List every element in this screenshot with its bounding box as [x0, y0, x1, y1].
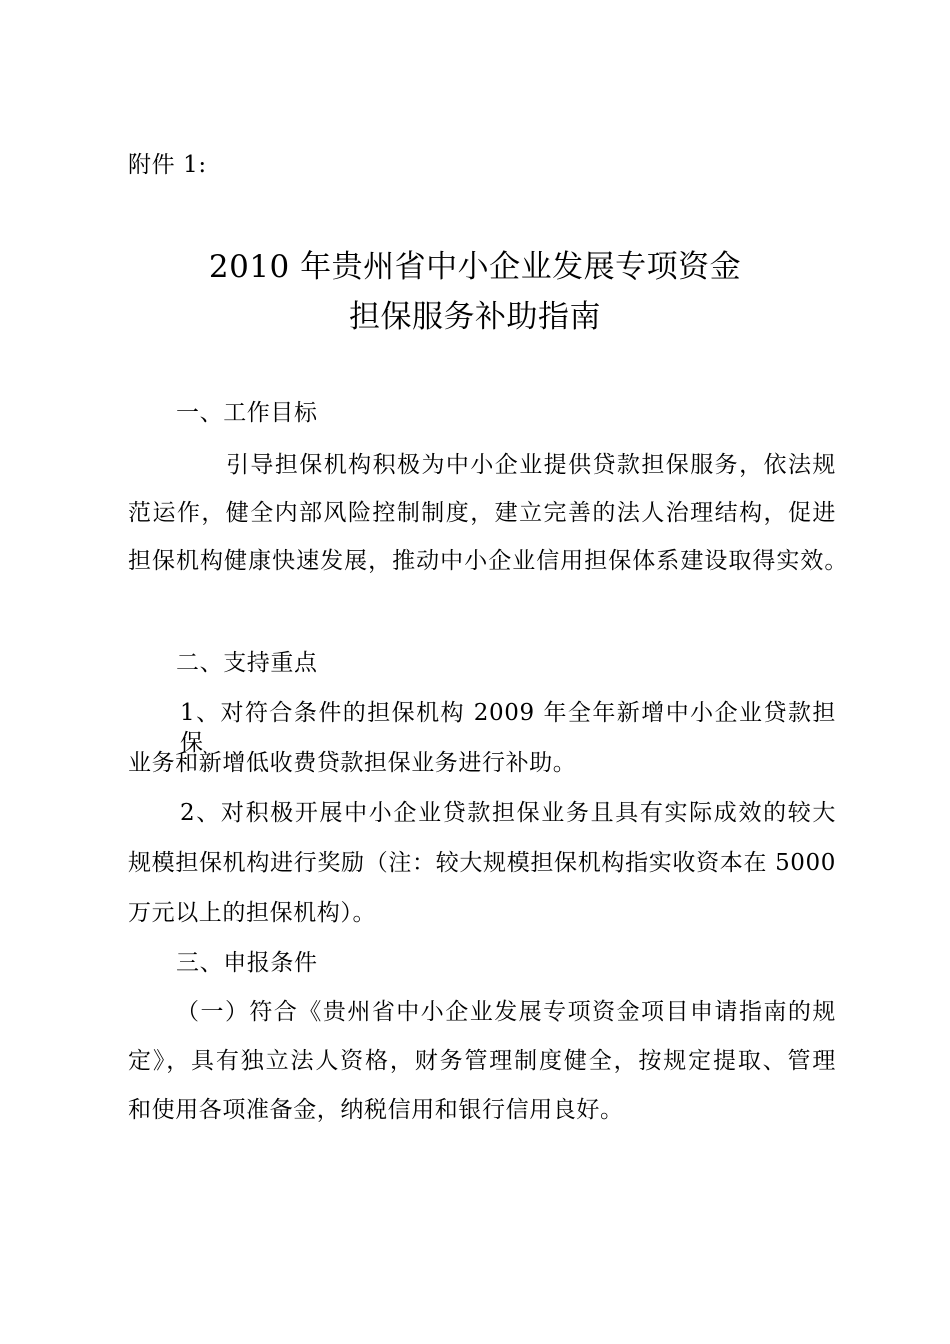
- title-line-1: 2010 年贵州省中小企业发展专项资金: [208, 249, 742, 285]
- section-2-item-1-line-2: 业务和新增低收费贷款担保业务进行补助。: [128, 750, 577, 776]
- section-1-heading: 一、工作目标: [176, 400, 318, 426]
- section-2-item-2-line-1: 2、对积极开展中小企业贷款担保业务且具有实际成效的较大: [180, 800, 836, 826]
- section-2-item-2-line-2: 规模担保机构进行奖励（注：较大规模担保机构指实收资本在 5000: [128, 850, 836, 876]
- section-3-heading: 三、申报条件: [176, 950, 318, 976]
- section-3-item-1-line-2: 定》，具有独立法人资格，财务管理制度健全，按规定提取、管理: [128, 1048, 836, 1074]
- section-1-para-line-2: 范运作，健全内部风险控制制度，建立完善的法人治理结构，促进: [128, 500, 836, 526]
- section-2-item-2-line-3: 万元以上的担保机构）。: [128, 900, 377, 926]
- section-1-para-line-3: 担保机构健康快速发展，推动中小企业信用担保体系建设取得实效。: [128, 548, 848, 574]
- section-3-item-1-line-1: （一）符合《贵州省中小企业发展专项资金项目申请指南的规: [176, 999, 836, 1025]
- section-2-item-1-line-1: 1、对符合条件的担保机构 2009 年全年新增中小企业贷款担保: [180, 700, 836, 756]
- section-3-item-1-line-3: 和使用各项准备金，纳税信用和银行信用良好。: [128, 1097, 624, 1123]
- title-line-2: 担保服务补助指南: [349, 299, 601, 335]
- section-2-heading: 二、支持重点: [176, 650, 318, 676]
- attachment-label: 附件 1:: [128, 152, 207, 178]
- section-1-para-line-1: 引导担保机构积极为中小企业提供贷款担保服务，依法规: [226, 452, 836, 478]
